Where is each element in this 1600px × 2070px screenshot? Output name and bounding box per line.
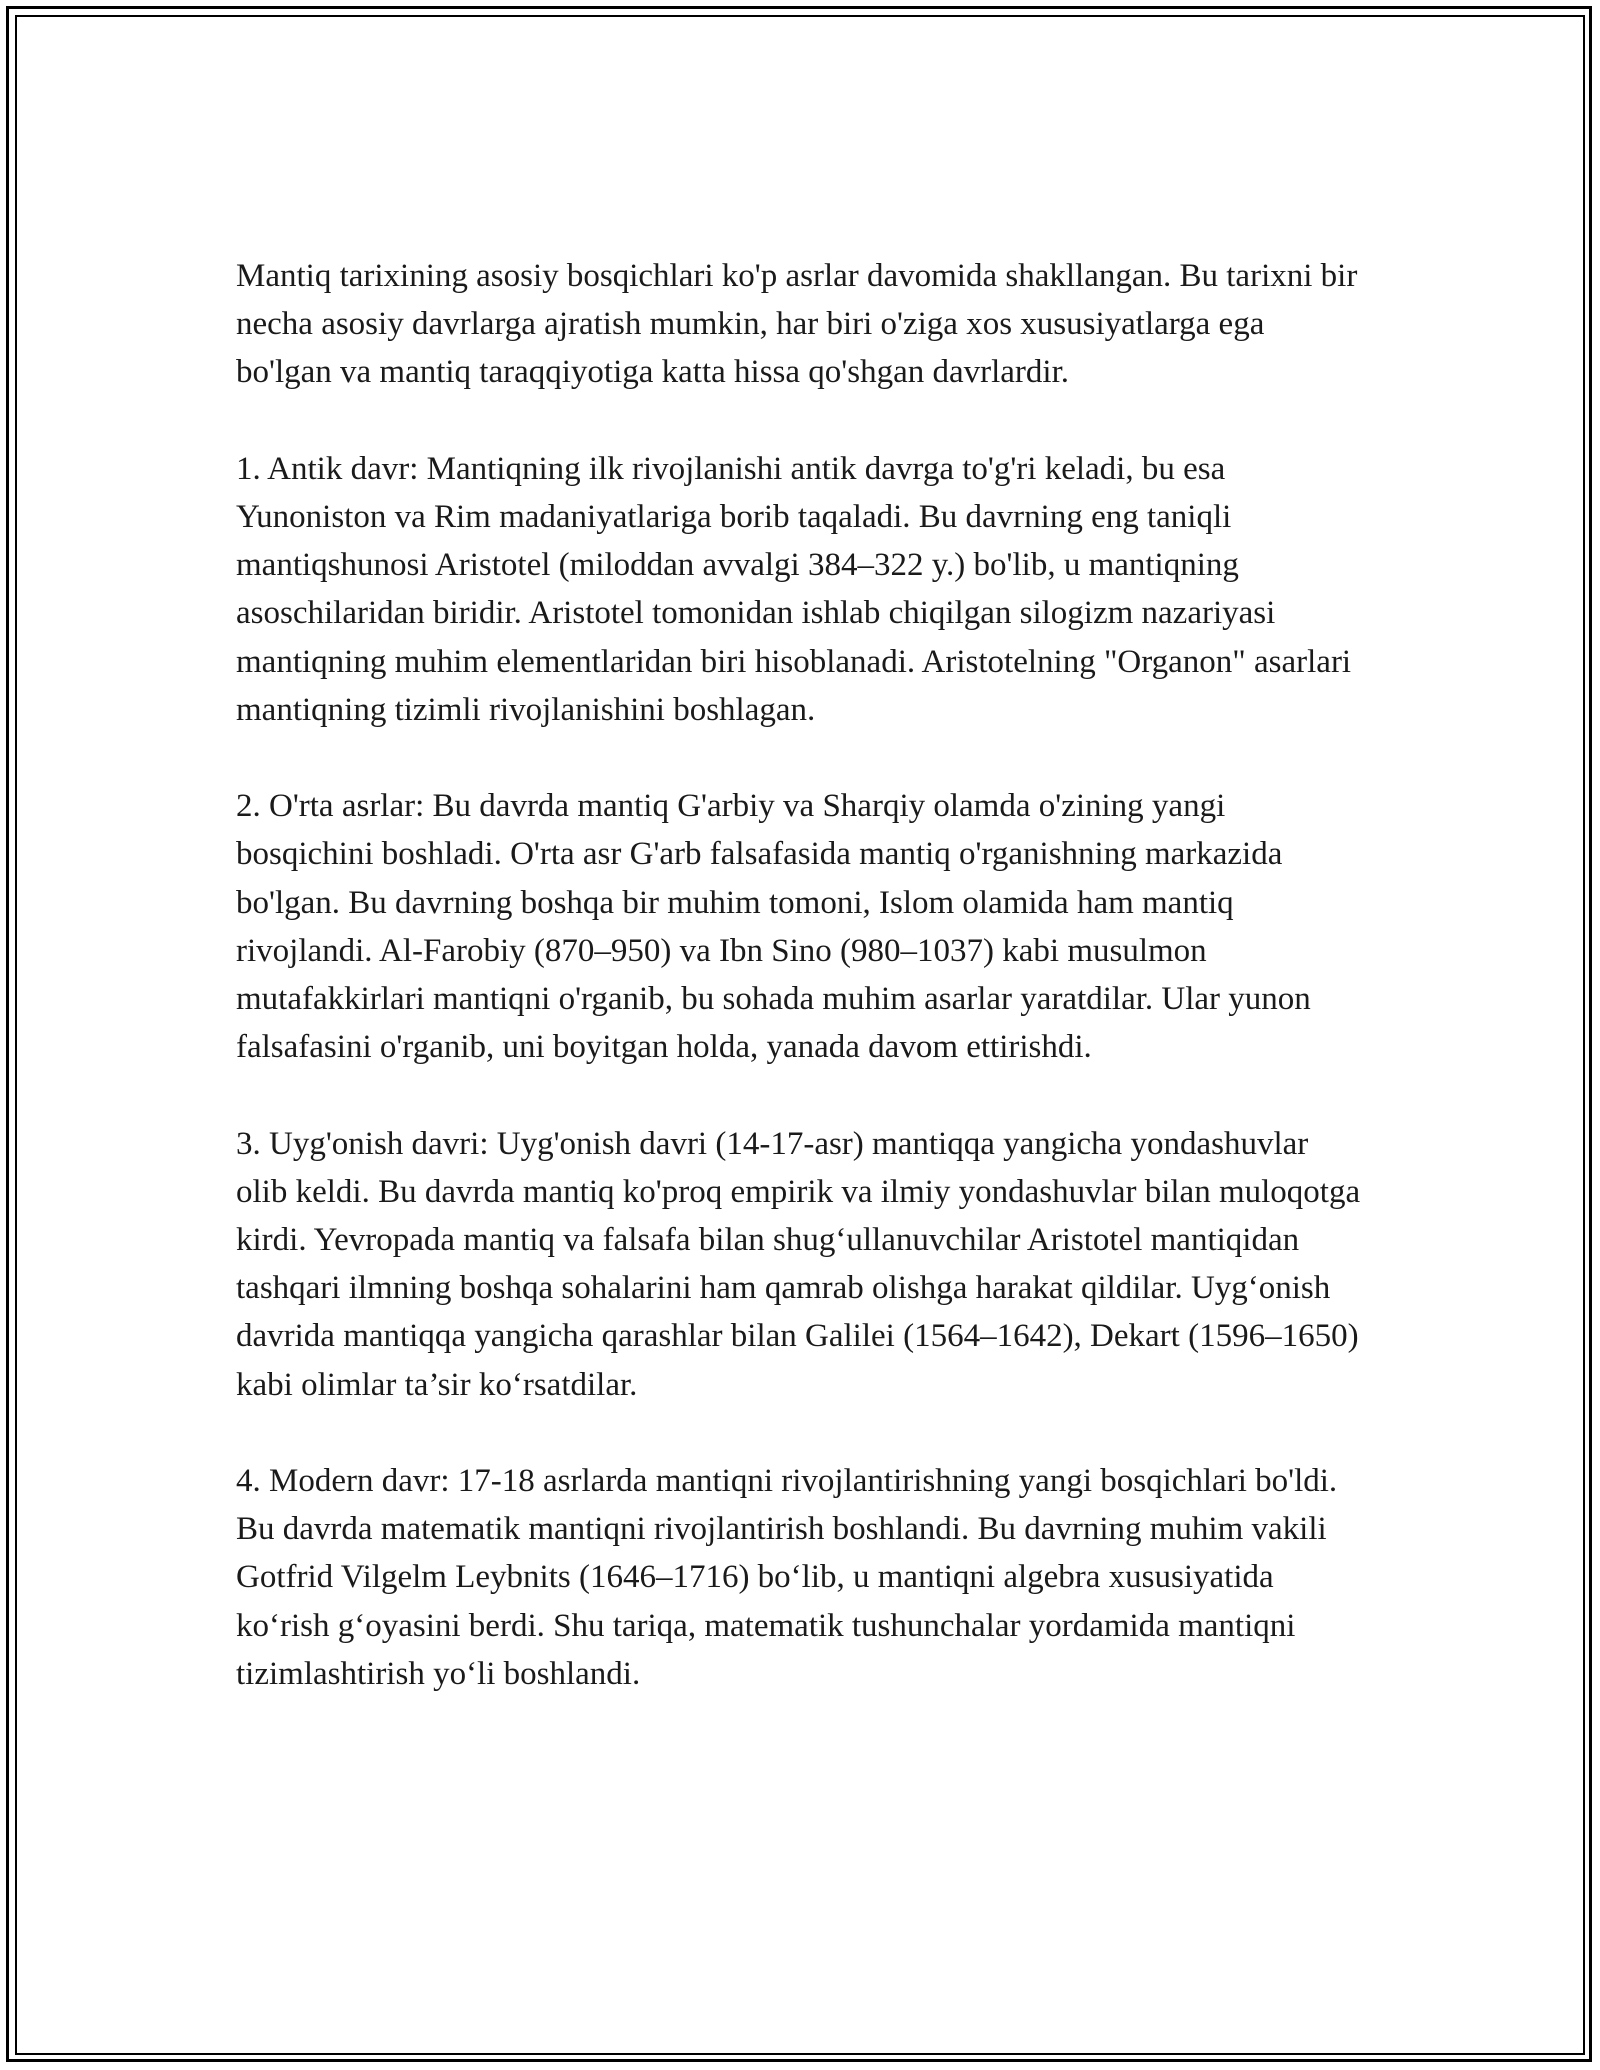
intro-paragraph: Mantiq tarixining asosiy bosqichlari ko'p asrlar davomida shakllangan. Bu tarixni bir necha asosiy davrlarga ajratish mumkin, har biri o'ziga xos xususiyatlarga ega bo'lgan va mantiq taraqqiyotiga katta hissa qo'shgan davrlardir. (236, 258, 1358, 391)
middle-ages-paragraph: 2. O'rta asrlar: Bu davrda mantiq G'arbiy va Sharqiy olamda o'zining yangi bosqichini boshladi. O'rta asr G'arb falsafasida mantiq o'rganishning markazida bo'lgan. Bu davrning boshqa bir muhim tomoni, Islom olamida ham mantiq rivojlandi. Al-Farobiy (870–950) va Ibn Sino (980–1037) kabi musulmon mutafakkirlari mantiqni o'rganib, bu sohada muhim asarlar yaratdilar. Ular yunon falsafasini o'rganib, uni boyitgan holda, yanada davom ettirishdi. (236, 788, 1311, 1066)
modern-era-paragraph: 4. Modern davr: 17-18 asrlarda mantiqni rivojlantirishning yangi bosqichlari bo'ldi. Bu davrda matematik mantiqni rivojlantirish boshlandi. Bu davrning muhim vakili Gotfrid Vilgelm Leybnits (1646–1716) bo‘lib, u mantiqni algebra xususiyatida ko‘rish g‘oyasini berdi. Shu tariqa, matematik tushunchalar yordamida mantiqni tizimlashtirish yo‘li boshlandi. (236, 1463, 1338, 1692)
renaissance-paragraph: 3. Uyg'onish davri: Uyg'onish davri (14-17-asr) mantiqqa yangicha yondashuvlar olib keldi. Bu davrda mantiq ko'proq empirik va ilmiy yondashuvlar bilan muloqotga kirdi. Yevropada mantiq va falsafa bilan shug‘ullanuvchilar Aristotel mantiqidan tashqari ilmning boshqa sohalarini ham qamrab olishga harakat qildilar. Uyg‘onish davrida mantiqqa yangicha qarashlar bilan Galilei (1564–1642), Dekart (1596–1650) kabi olimlar ta’sir ko‘rsatdilar. (236, 1125, 1361, 1403)
antiquity-paragraph: 1. Antik davr: Mantiqning ilk rivojlanishi antik davrga to'g'ri keladi, bu esa Yunoniston va Rim madaniyatlariga borib taqaladi. Bu davrning eng taniqli mantiqshunosi Aristotel (miloddan avvalgi 384–322 y.) bo'lib, u mantiqning asoschilaridan biridir. Aristotel tomonidan ishlab chiqilgan silogizm nazariyasi mantiqning muhim elementlaridan biri hisoblanadi. Aristotelning "Organon" asarlari mantiqning tizimli rivojlanishini boshlagan. (236, 450, 1352, 728)
document-body (236, 252, 1366, 1698)
